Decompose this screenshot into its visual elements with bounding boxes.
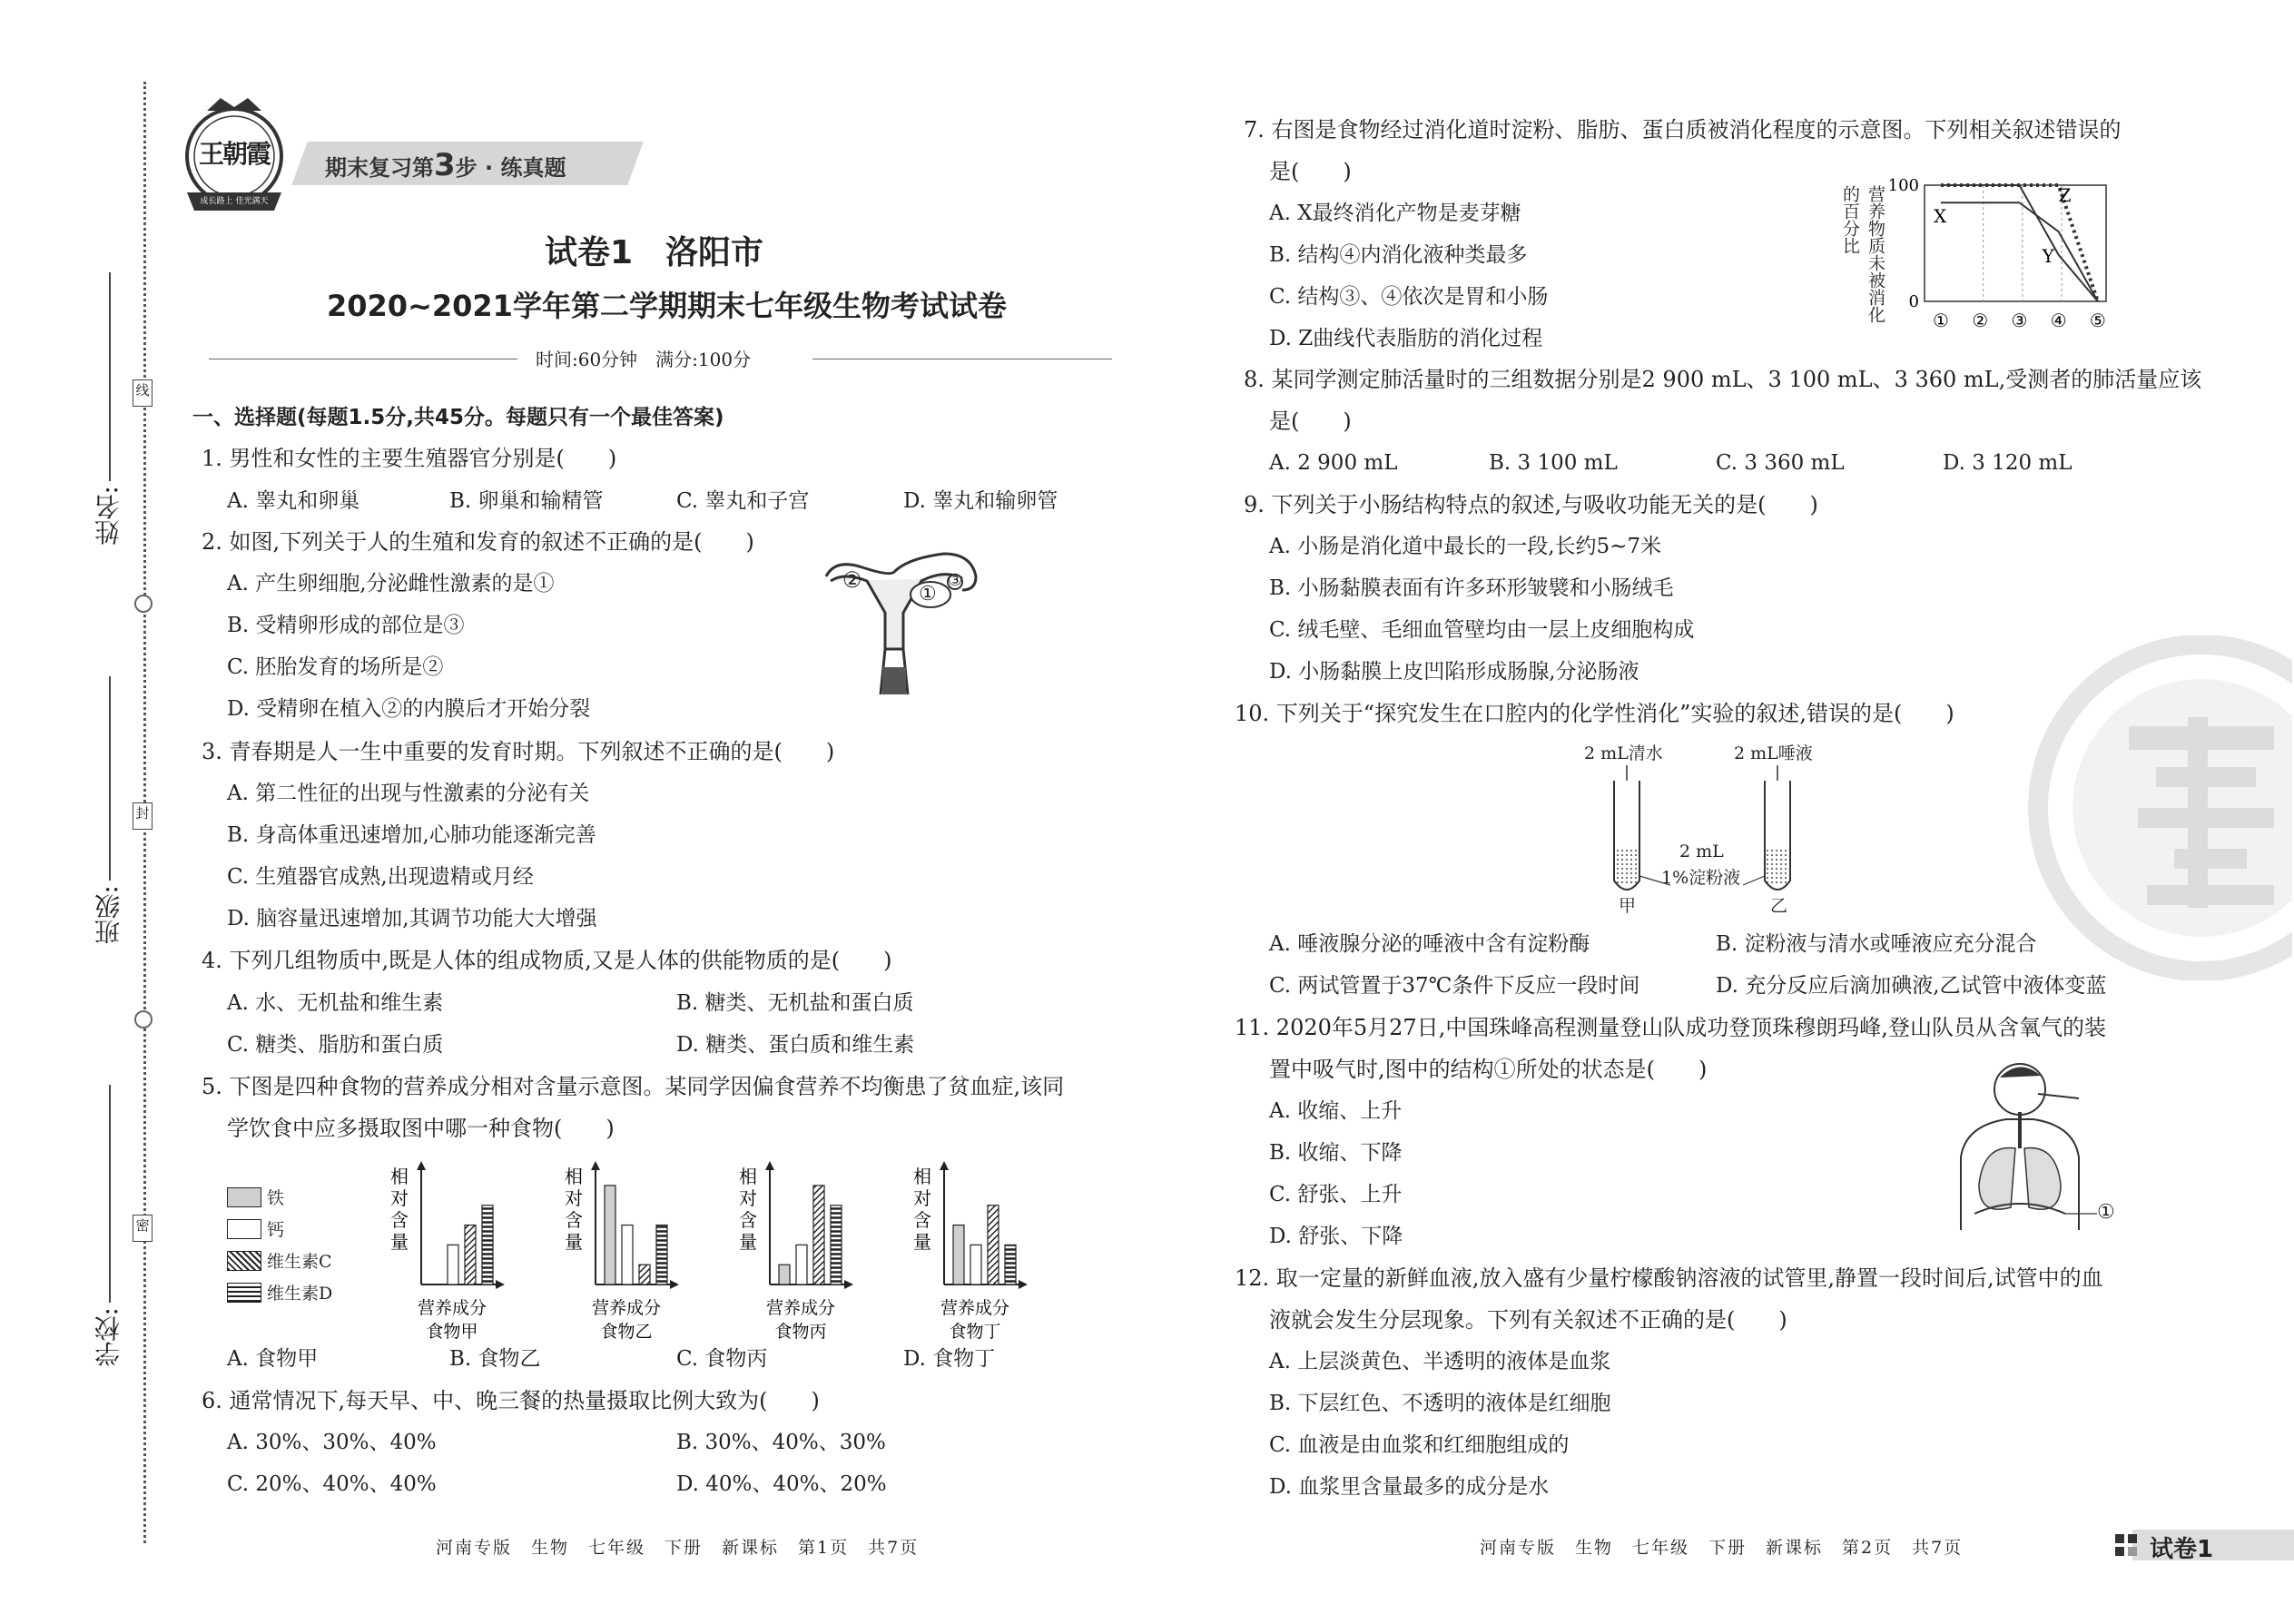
- q1-option-b[interactable]: B. 卵巢和输精管: [449, 489, 604, 513]
- binding-mark-mi: 密: [133, 1215, 153, 1242]
- q7-ytick: 100: [1887, 176, 1919, 195]
- q5-chart-legend: [227, 1185, 372, 1312]
- q6-option-d[interactable]: D. 40%、40%、20%: [676, 1472, 887, 1496]
- q5-bar: [622, 1225, 633, 1284]
- q5-legend-item: [227, 1216, 284, 1244]
- q4-option-c[interactable]: C. 糖类、脂肪和蛋白质: [227, 1033, 444, 1057]
- q7-category-label: ⑤: [2089, 310, 2106, 331]
- q7-category-label: ②: [1972, 310, 1989, 331]
- q7-category-label: ①: [1933, 310, 1949, 331]
- q2-option-b[interactable]: B. 受精卵形成的部位是③: [227, 614, 465, 637]
- page-title: 试卷1 洛阳市: [545, 234, 764, 271]
- q5-x-arrow: [670, 1280, 679, 1289]
- tube1-name: 甲: [1619, 896, 1637, 916]
- q7-series-label: X: [1934, 205, 1947, 228]
- q5-stem-cont: 学饮食中应多摄取图中哪一种食物( ): [227, 1116, 615, 1141]
- q5-bar: [796, 1245, 807, 1284]
- binding-circle-icon: [134, 1010, 153, 1029]
- q7-ytick: 0: [1908, 292, 1919, 311]
- q11-stem: 11. 2020年5月27日,中国珠峰高程测量登山队成功登顶珠穆朗玛峰,登山队员从含氧气的装: [1235, 1015, 2106, 1040]
- q7-option-b[interactable]: B. 结构④内消化液种类最多: [1269, 243, 1528, 267]
- paper-tab-label: 试卷1: [2150, 1536, 2214, 1563]
- q12-option-d[interactable]: D. 血浆里含量最多的成分是水: [1269, 1475, 1550, 1499]
- q5-xlabel: 营养成分: [417, 1298, 487, 1318]
- q7-option-c[interactable]: C. 结构③、④依次是胃和小肠: [1269, 285, 1549, 309]
- q6-option-a[interactable]: A. 30%、30%、40%: [227, 1431, 437, 1454]
- q1-option-a[interactable]: A. 睾丸和卵巢: [227, 489, 360, 513]
- q11-option-b[interactable]: B. 收缩、下降: [1269, 1141, 1403, 1165]
- q7-stem-cont: 是( ): [1269, 159, 1352, 184]
- q5-bar: [953, 1225, 964, 1284]
- q5-charts: [381, 1157, 1080, 1339]
- q5-bar: [1005, 1245, 1016, 1284]
- q6-option-c[interactable]: C. 20%、40%、40%: [227, 1472, 437, 1496]
- binding-mark-feng: 封: [133, 802, 153, 830]
- digestion-chart-ylabel: 营养物质未被消化的百分比: [1840, 185, 1885, 323]
- q7-series-X: [1941, 202, 2098, 301]
- q5-bar: [448, 1245, 458, 1284]
- q5-ylabel-char: 含: [913, 1209, 931, 1231]
- q5-ylabel-char: 量: [390, 1231, 409, 1253]
- q8-option-d[interactable]: D. 3 120 mL: [1943, 451, 2072, 475]
- q6-option-b[interactable]: B. 30%、40%、30%: [676, 1431, 886, 1454]
- q5-option-b[interactable]: B. 食物乙: [449, 1347, 541, 1371]
- q8-option-a[interactable]: A. 2 900 mL: [1269, 451, 1398, 475]
- q12-option-c[interactable]: C. 血液是由血浆和红细胞组成的: [1269, 1433, 1570, 1457]
- q5-xlabel: 营养成分: [591, 1298, 662, 1318]
- q9-option-c[interactable]: C. 绒毛壁、毛细血管壁均由一层上皮细胞构成: [1269, 618, 1695, 642]
- test-tube-figure: [1570, 740, 1843, 921]
- name-field[interactable]: [109, 272, 111, 481]
- q5-ylabel-char: 量: [739, 1231, 757, 1253]
- q10-option-d[interactable]: D. 充分反应后滴加碘液,乙试管中液体变蓝: [1716, 974, 2107, 998]
- q5-legend-swatch: [227, 1219, 261, 1239]
- q2-option-a[interactable]: A. 产生卵细胞,分泌雌性激素的是①: [227, 572, 555, 595]
- q12-stem-cont: 液就会发生分层现象。下列有关叙述不正确的是( ): [1269, 1307, 1787, 1333]
- q5-panel-name: 食物甲: [426, 1322, 478, 1339]
- q7-category-label: ③: [2011, 310, 2028, 331]
- name-label: 姓名:: [94, 486, 123, 546]
- uterus-label-1: ①: [919, 583, 937, 605]
- tube2-name: 乙: [1770, 896, 1788, 916]
- q4-stem: 4. 下列几组物质中,既是人体的组成物质,又是人体的供能物质的是( ): [202, 948, 892, 973]
- q8-stem-cont: 是( ): [1269, 408, 1352, 434]
- q2-stem: 2. 如图,下列关于人的生殖和发育的叙述不正确的是( ): [202, 529, 754, 555]
- q12-stem: 12. 取一定量的新鲜血液,放入盛有少量柠檬酸钠溶液的试管里,静置一段时间后,试管中的血: [1235, 1265, 2103, 1291]
- tube-mid-label: 2 mL: [1679, 842, 1724, 861]
- q5-x-arrow: [496, 1280, 505, 1289]
- q5-ylabel-char: 相: [565, 1166, 583, 1187]
- breathing-diagram: [1943, 1058, 2124, 1230]
- q3-option-b[interactable]: B. 身高体重迅速增加,心肺功能逐渐完善: [227, 823, 596, 847]
- q5-legend-item: [227, 1185, 284, 1212]
- brand-logo: [180, 91, 289, 218]
- q10-option-b[interactable]: B. 淀粉液与清水或唾液应充分混合: [1716, 932, 2037, 956]
- q5-legend-label: 铁: [267, 1188, 285, 1208]
- q5-legend-label: 维生素D: [267, 1284, 333, 1304]
- q5-ylabel-char: 对: [739, 1187, 757, 1209]
- q5-legend-item: [227, 1280, 332, 1307]
- q5-panel-name: 食物乙: [600, 1322, 653, 1339]
- q8-option-c[interactable]: C. 3 360 mL: [1716, 451, 1845, 475]
- q5-xlabel: 营养成分: [940, 1298, 1010, 1318]
- q7-series-label: Y: [2042, 244, 2054, 267]
- q5-ylabel-char: 对: [565, 1187, 583, 1209]
- logo-slogan: 成长路上 佳光满天: [200, 197, 269, 206]
- q3-stem: 3. 青春期是人一生中重要的发育时期。下列叙述不正确的是( ): [202, 739, 835, 764]
- q5-bar: [779, 1265, 790, 1284]
- q5-x-arrow: [844, 1280, 853, 1289]
- q3-option-d[interactable]: D. 脑容量迅速增加,其调节功能大大增强: [227, 907, 597, 930]
- time-info: 时间:60分钟 满分:100分: [536, 349, 752, 370]
- q5-ylabel-char: 量: [913, 1231, 931, 1253]
- q7-option-d[interactable]: D. Z曲线代表脂肪的消化过程: [1269, 327, 1543, 350]
- q10-option-a[interactable]: A. 唾液腺分泌的唾液中含有淀粉酶: [1269, 932, 1590, 956]
- q11-stem-cont: 置中吸气时,图中的结构①所处的状态是( ): [1269, 1057, 1708, 1082]
- q7-category-label: ④: [2050, 310, 2067, 331]
- q12-option-b[interactable]: B. 下层红色、不透明的液体是红细胞: [1269, 1392, 1611, 1415]
- q4-option-d[interactable]: D. 糖类、蛋白质和维生素: [676, 1033, 915, 1057]
- q3-option-a[interactable]: A. 第二性征的出现与性激素的分泌有关: [227, 782, 590, 805]
- q5-legend-label: 维生素C: [267, 1252, 332, 1272]
- q9-option-b[interactable]: B. 小肠黏膜表面有许多环形皱襞和小肠绒毛: [1269, 576, 1674, 600]
- q6-stem: 6. 通常情况下,每天早、中、晚三餐的热量摄取比例大致为( ): [202, 1388, 820, 1413]
- school-field[interactable]: [109, 1085, 111, 1303]
- q5-legend-swatch: [227, 1187, 261, 1207]
- q5-ylabel-char: 相: [913, 1166, 931, 1187]
- q5-ylabel-char: 含: [739, 1209, 757, 1231]
- q5-stem: 5. 下图是四种食物的营养成分相对含量示意图。某同学因偏食营养不均衡患了贫血症,该同: [202, 1074, 1065, 1099]
- tube2-top-label: 2 mL唾液: [1734, 743, 1813, 763]
- q5-ylabel-char: 相: [739, 1166, 757, 1187]
- section-heading: 一、选择题(每题1.5分,共45分。每题只有一个最佳答案): [192, 406, 724, 429]
- binding-circle-icon: [134, 595, 153, 613]
- q5-option-d[interactable]: D. 食物丁: [903, 1347, 996, 1371]
- q5-bar: [482, 1206, 493, 1284]
- q11-option-a[interactable]: A. 收缩、上升: [1269, 1099, 1403, 1123]
- q3-option-c[interactable]: C. 生殖器官成熟,出现遗精或月经: [227, 865, 534, 889]
- q5-ylabel-char: 量: [565, 1231, 583, 1253]
- q5-ylabel-char: 相: [390, 1166, 409, 1187]
- footer-left: 河南专版 生物 七年级 下册 新课标 第1页 共7页: [436, 1538, 920, 1558]
- binding-mark-xian: 线: [133, 379, 153, 407]
- q5-bar: [831, 1206, 842, 1284]
- q12-option-a[interactable]: A. 上层淡黄色、半透明的液体是血浆: [1269, 1350, 1611, 1373]
- q4-option-a[interactable]: A. 水、无机盐和维生素: [227, 991, 444, 1015]
- uterus-label-3: ③: [948, 571, 963, 590]
- q5-legend-swatch: [227, 1283, 261, 1303]
- diaphragm-label: ①: [2097, 1201, 2115, 1224]
- q2-option-c[interactable]: C. 胚胎发育的场所是②: [227, 655, 444, 679]
- q5-y-arrow: [591, 1161, 600, 1170]
- uterus-label-2: ②: [842, 567, 862, 593]
- class-field[interactable]: [109, 676, 111, 881]
- q5-bar: [970, 1245, 981, 1284]
- q5-bar: [656, 1225, 667, 1284]
- q5-ylabel-char: 对: [390, 1187, 409, 1209]
- q5-panel-name: 食物丙: [774, 1322, 827, 1339]
- q7-option-a[interactable]: A. X最终消化产物是麦芽糖: [1269, 202, 1521, 225]
- q5-xlabel: 营养成分: [765, 1298, 836, 1318]
- q5-bar: [639, 1265, 650, 1284]
- q9-stem: 9. 下列关于小肠结构特点的叙述,与吸收功能无关的是( ): [1244, 492, 1818, 517]
- header-banner-text: 期末复习第3步 · 练真题: [325, 147, 566, 183]
- q5-ylabel-char: 含: [565, 1209, 583, 1231]
- logo-text: 王朝霞: [198, 139, 270, 169]
- q5-bar: [605, 1186, 615, 1284]
- q11-option-c[interactable]: C. 舒张、上升: [1269, 1183, 1403, 1206]
- q5-x-arrow: [1019, 1280, 1028, 1289]
- q5-ylabel-char: 含: [390, 1209, 409, 1231]
- q1-option-c[interactable]: C. 睾丸和子宫: [676, 489, 810, 513]
- q9-option-d[interactable]: D. 小肠黏膜上皮凹陷形成肠腺,分泌肠液: [1269, 660, 1639, 684]
- digestion-chart: [1834, 174, 2142, 338]
- q1-option-d[interactable]: D. 睾丸和输卵管: [903, 489, 1058, 513]
- q5-option-a[interactable]: A. 食物甲: [227, 1347, 319, 1371]
- q11-option-d[interactable]: D. 舒张、下降: [1269, 1225, 1403, 1248]
- page-subtitle: 2020~2021学年第二学期期末七年级生物考试试卷: [327, 289, 1007, 323]
- q5-bar: [988, 1206, 999, 1284]
- tube1-top-label: 2 mL清水: [1584, 743, 1663, 763]
- q2-option-d[interactable]: D. 受精卵在植入②的内膜后才开始分裂: [227, 697, 591, 721]
- q5-ylabel-char: 对: [913, 1187, 931, 1209]
- q7-series-label: Z: [2058, 184, 2072, 206]
- q5-bar: [465, 1225, 476, 1284]
- q8-option-b[interactable]: B. 3 100 mL: [1489, 451, 1618, 475]
- q5-legend-label: 钙: [267, 1220, 285, 1240]
- q5-legend-swatch: [227, 1251, 261, 1271]
- q10-stem: 10. 下列关于“探究发生在口腔内的化学性消化”实验的叙述,错误的是( ): [1235, 701, 1954, 726]
- q5-legend-item: [227, 1248, 332, 1275]
- q5-option-c[interactable]: C. 食物丙: [676, 1347, 768, 1371]
- school-label: 学校:: [94, 1307, 123, 1367]
- q8-stem: 8. 某同学测定肺活量时的三组数据分别是2 900 mL、3 100 mL、3 360 mL,受测者的肺活量应该: [1244, 367, 2202, 392]
- q5-y-arrow: [765, 1161, 774, 1170]
- q5-y-arrow: [940, 1161, 949, 1170]
- class-label: 班级:: [94, 885, 123, 945]
- footer-right: 河南专版 生物 七年级 下册 新课标 第2页 共7页: [1480, 1538, 1964, 1558]
- q10-option-c[interactable]: C. 两试管置于37℃条件下反应一段时间: [1269, 974, 1640, 998]
- q5-panel-name: 食物丁: [949, 1322, 1001, 1339]
- q4-option-b[interactable]: B. 糖类、无机盐和蛋白质: [676, 991, 914, 1015]
- uterus-diagram: [817, 549, 980, 699]
- q5-y-arrow: [417, 1161, 426, 1170]
- tube-mid-label-2: 1%淀粉液: [1661, 868, 1741, 888]
- q5-bar: [813, 1186, 824, 1284]
- q1-stem: 1. 男性和女性的主要生殖器官分别是( ): [202, 446, 617, 471]
- watermark-seal: [2020, 635, 2292, 980]
- q9-option-a[interactable]: A. 小肠是消化道中最长的一段,长约5~7米: [1269, 535, 1662, 558]
- q7-stem: 7. 右图是食物经过消化道时淀粉、脂肪、蛋白质被消化程度的示意图。下列相关叙述错误的: [1244, 117, 2122, 143]
